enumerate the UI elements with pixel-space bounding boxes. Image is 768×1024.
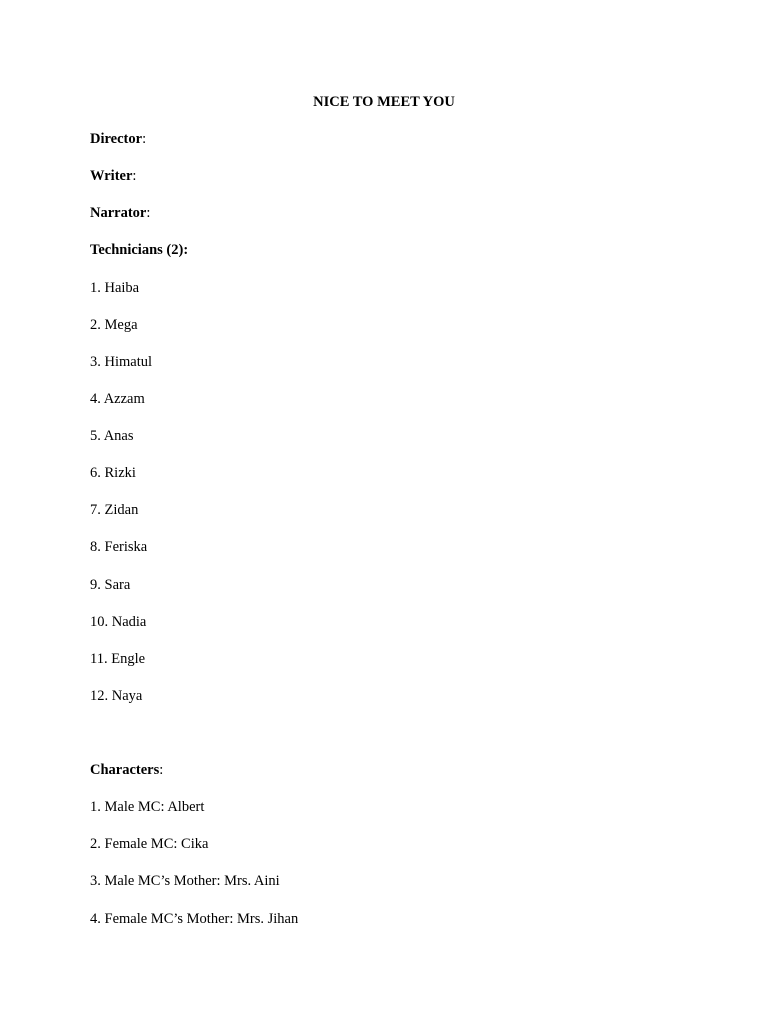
credit-label: Technicians (2): xyxy=(90,242,189,258)
credit-label: Writer xyxy=(90,168,133,184)
credit-label: Director xyxy=(90,131,143,147)
technician-item: 7. Zidan xyxy=(90,502,139,518)
credit-suffix: : xyxy=(142,131,147,147)
technician-item: 5. Anas xyxy=(90,428,134,444)
technician-item: 4. Azzam xyxy=(90,391,145,407)
character-item: 3. Male MC’s Mother: Mrs. Aini xyxy=(90,873,280,889)
credit-director xyxy=(90,130,146,148)
character-item: 1. Male MC: Albert xyxy=(90,799,205,815)
technician-item: 6. Rizki xyxy=(90,465,136,481)
credit-label: Narrator xyxy=(90,205,147,221)
technician-item: 10. Nadia xyxy=(90,614,147,630)
technician-item: 1. Haiba xyxy=(90,280,140,296)
credit-writer xyxy=(90,167,136,185)
character-item: 2. Female MC: Cika xyxy=(90,836,209,852)
credit-narrator xyxy=(90,204,150,222)
technician-item: 3. Himatul xyxy=(90,354,153,370)
technician-item: 2. Mega xyxy=(90,317,138,333)
technician-item: 8. Feriska xyxy=(90,539,148,555)
technician-item: 11. Engle xyxy=(90,651,146,667)
credit-suffix: : xyxy=(132,168,137,184)
document-title: NICE TO MEET YOU xyxy=(313,94,455,110)
credit-suffix: : xyxy=(146,205,151,221)
characters-label: Characters xyxy=(90,762,160,778)
characters-heading xyxy=(90,761,163,779)
technician-item: 9. Sara xyxy=(90,577,131,593)
technician-item: 12. Naya xyxy=(90,688,143,704)
characters-suffix: : xyxy=(159,762,164,778)
character-item: 4. Female MC’s Mother: Mrs. Jihan xyxy=(90,911,299,927)
credit-technicians xyxy=(90,241,188,259)
